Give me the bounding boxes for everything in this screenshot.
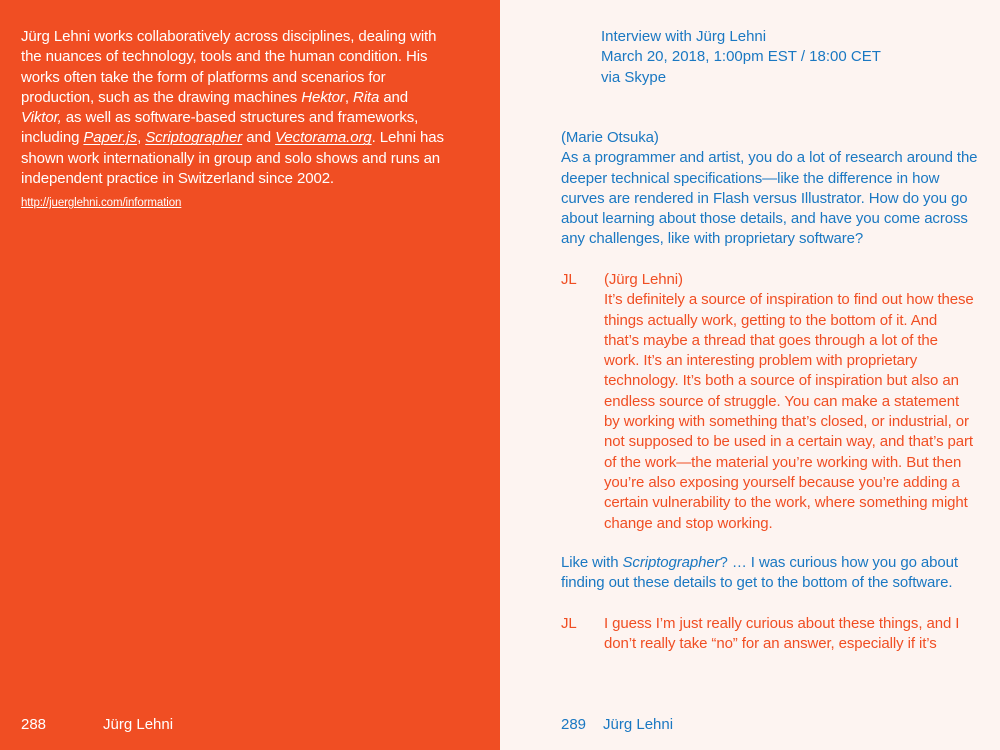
bio-text: , bbox=[344, 88, 353, 106]
bio-text: as well as software-based structures and frameworks, including bbox=[21, 109, 419, 147]
interview-date: March 20, 2018, 1:00pm EST / 18:00 CET bbox=[601, 48, 881, 66]
question-text-part: ? … I was curious how you go about finding out these details to get to the bottom of the software. bbox=[561, 554, 958, 592]
answer-1 bbox=[561, 270, 981, 534]
answer-2 bbox=[561, 614, 981, 655]
bio-text: . Lehni has shown work internationally in group and solo shows and runs an independent practice in Switzerland since 2002. bbox=[21, 129, 444, 188]
answer-initials: JL bbox=[561, 271, 577, 288]
interview-medium: via Skype bbox=[601, 68, 667, 86]
page-number-left: 288 bbox=[21, 716, 47, 733]
paperjs-link[interactable]: Paper.js bbox=[83, 129, 138, 147]
question-1 bbox=[561, 128, 981, 250]
question-speaker: (Marie Otsuka) bbox=[561, 129, 659, 146]
answer-speaker: (Jürg Lehni) bbox=[604, 271, 683, 288]
bio-hektor: Hektor bbox=[301, 88, 345, 106]
author-bio bbox=[21, 27, 451, 211]
bio-text: Jürg Lehni works collaboratively across disciplines, dealing with the nuances of technology, tools and the human condition. His works often take the form of platforms and scenarios for production, such as the drawing machines bbox=[21, 28, 437, 106]
bio-text: and bbox=[242, 129, 276, 147]
website-link[interactable]: http://juerglehni.com/information bbox=[21, 197, 182, 210]
answer-text: I guess I’m just really curious about these things, and I don’t really take “no” for an answer, especially if it’s bbox=[604, 615, 960, 653]
question-scriptographer: Scriptographer bbox=[622, 554, 720, 571]
running-head-right: Jürg Lehni bbox=[603, 716, 674, 733]
question-text: As a programmer and artist, you do a lot of research around the deeper technical specifications—like the difference in how curves are rendered in Flash versus Illustrator. How do you go about learning about those details, and have you come across any challenges, like with proprietary software? bbox=[561, 149, 978, 248]
bio-paragraph bbox=[21, 27, 451, 189]
bio-viktor: Viktor, bbox=[21, 109, 62, 127]
question-text bbox=[561, 553, 981, 594]
question-text-part: Like with bbox=[561, 554, 623, 571]
question-2 bbox=[561, 553, 981, 594]
interview-header bbox=[601, 27, 981, 88]
bio-text: , bbox=[137, 129, 146, 147]
answer-text: It’s definitely a source of inspiration to find out how these things actually work, getting to the bottom of it. And that’s maybe a thread that goes through a lot of the work. It’s an interesting problem with proprietary technology. It’s both a source of inspiration but also an endless source of struggle. You can make a statement by working with something that’s closed, or industrial, or not supposed to be used in a certain way, and that’s part of the work—the material you’re working with. But then you’re also exposing yourself because you’re adding a certain vulnerability to the work, where something might change and stop working. bbox=[604, 291, 974, 532]
scriptographer-link[interactable]: Scriptographer bbox=[145, 129, 243, 147]
vectorama-link[interactable]: Vectorama.org bbox=[275, 129, 372, 147]
bio-rita: Rita bbox=[352, 88, 380, 106]
bio-text: and bbox=[379, 88, 409, 106]
running-head-left: Jürg Lehni bbox=[103, 716, 174, 733]
interview-title: Interview with Jürg Lehni bbox=[601, 28, 767, 45]
page-number-right: 289 bbox=[561, 716, 587, 733]
answer-initials: JL bbox=[561, 615, 577, 632]
